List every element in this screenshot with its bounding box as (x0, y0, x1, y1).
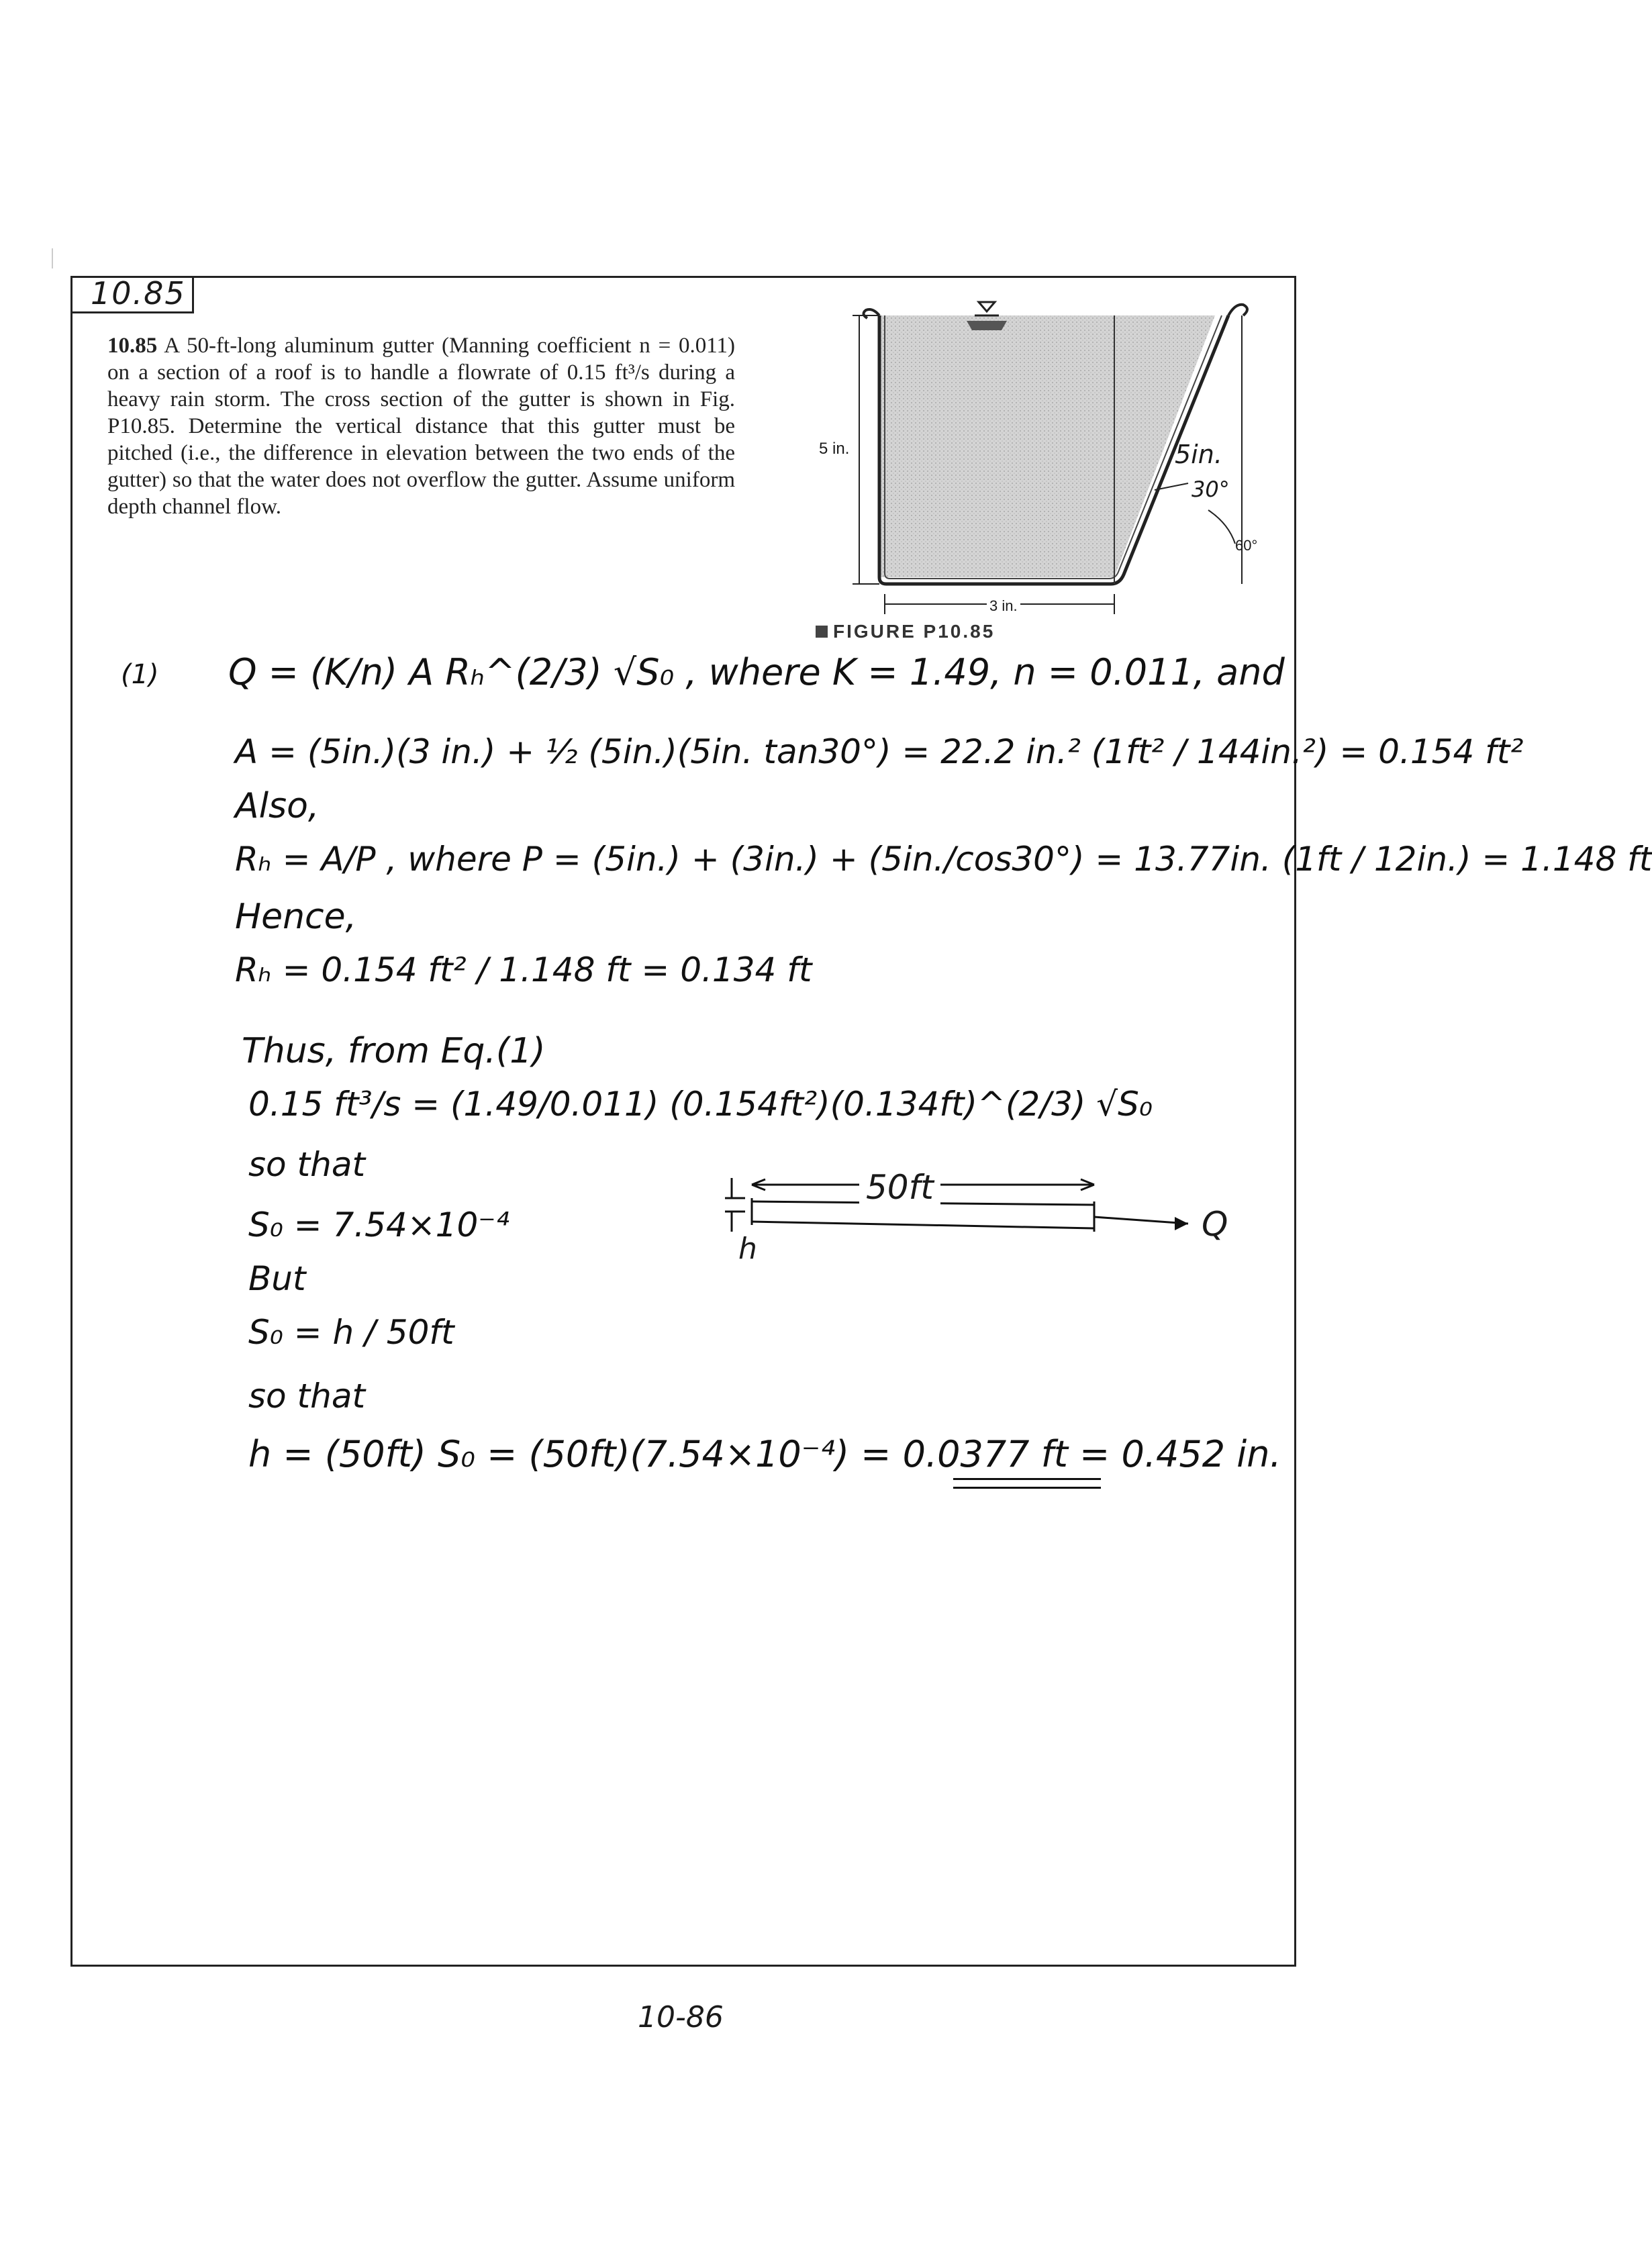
flow-arrow (1094, 1217, 1188, 1224)
solution-line-8: 0.15 ft³/s = (1.49/0.011) (0.154ft²)(0.134ft)^(2/3) √S₀ (248, 1085, 1153, 1124)
solution-line-10: S₀ = 7.54×10⁻⁴ (248, 1205, 509, 1244)
solution-line-4: Rₕ = A/P , where P = (5in.) + (3in.) + (5in./cos30°) = 13.77in. (1ft / 12in.) = 1.148 ft (235, 840, 1652, 879)
page-number: 10-86 (638, 2000, 724, 2034)
gutter-bottom-line (752, 1222, 1094, 1228)
width-label: 3 in. (987, 597, 1020, 615)
gutter-slope-sketch (678, 1165, 1235, 1299)
solution-line-11: But (248, 1259, 306, 1298)
problem-number-tab: 10.85 (70, 276, 194, 313)
solution-line-3: Also, (235, 786, 320, 826)
length-label: 50ft (859, 1168, 940, 1207)
gutter-cross-section (806, 289, 1275, 651)
solution-line-2: A = (5in.)(3 in.) + ½ (5in.)(5in. tan30°) = 22.2 in.² (1ft² / 144in.²) = 0.154 ft² (235, 732, 1524, 771)
solution-line-12: S₀ = h / 50ft (248, 1313, 454, 1352)
problem-text: A 50-ft-long aluminum gutter (Manning coefficient n = 0.011) on a section of a roof is to handle a flowrate of 0.15 ft³/s during a heavy rain storm. The cross section of the gutter is shown in Fig. P10.85. Determine the vertical distance that this gutter must be pitched (i.e., the difference in elevation between the two ends of the gutter) so that the water does not overflow the gutter. Assume uniform depth channel flow. (107, 334, 735, 519)
scan-speck (52, 248, 53, 268)
problem-number: 10.85 (107, 334, 158, 358)
depth-label: 5 in. (819, 440, 850, 458)
water-region (879, 315, 1215, 577)
free-surface-symbol (979, 302, 995, 311)
solution-line-14: h = (50ft) S₀ = (50ft)(7.54×10⁻⁴) = 0.0377 ft = 0.452 in. (248, 1433, 1281, 1475)
gutter-figure (806, 289, 1275, 651)
solution-line-7: Thus, from Eq.(1) (242, 1031, 546, 1071)
caption-square-icon (816, 626, 828, 638)
solution-line-5: Hence, (235, 897, 357, 937)
solution-line-1: Q = (K/n) A Rₕ^(2/3) √S₀ , where K = 1.49, n = 0.011, and (228, 651, 1285, 693)
angle-30-label: 30° (1192, 477, 1230, 502)
figure-caption: FIGURE P10.85 (816, 621, 1098, 642)
flow-label: Q (1202, 1205, 1228, 1244)
solution-line-6: Rₕ = 0.154 ft² / 1.148 ft = 0.134 ft (235, 950, 812, 989)
equation-number: (1) (121, 659, 159, 690)
slant-length-label: 5in. (1175, 440, 1222, 469)
solution-line-9: so that (248, 1145, 366, 1184)
solution-line-13: so that (248, 1377, 366, 1416)
problem-statement (107, 332, 735, 520)
height-label: h (738, 1232, 757, 1266)
answer-double-underline (953, 1478, 1101, 1489)
angle-60-label: 60° (1235, 537, 1258, 554)
